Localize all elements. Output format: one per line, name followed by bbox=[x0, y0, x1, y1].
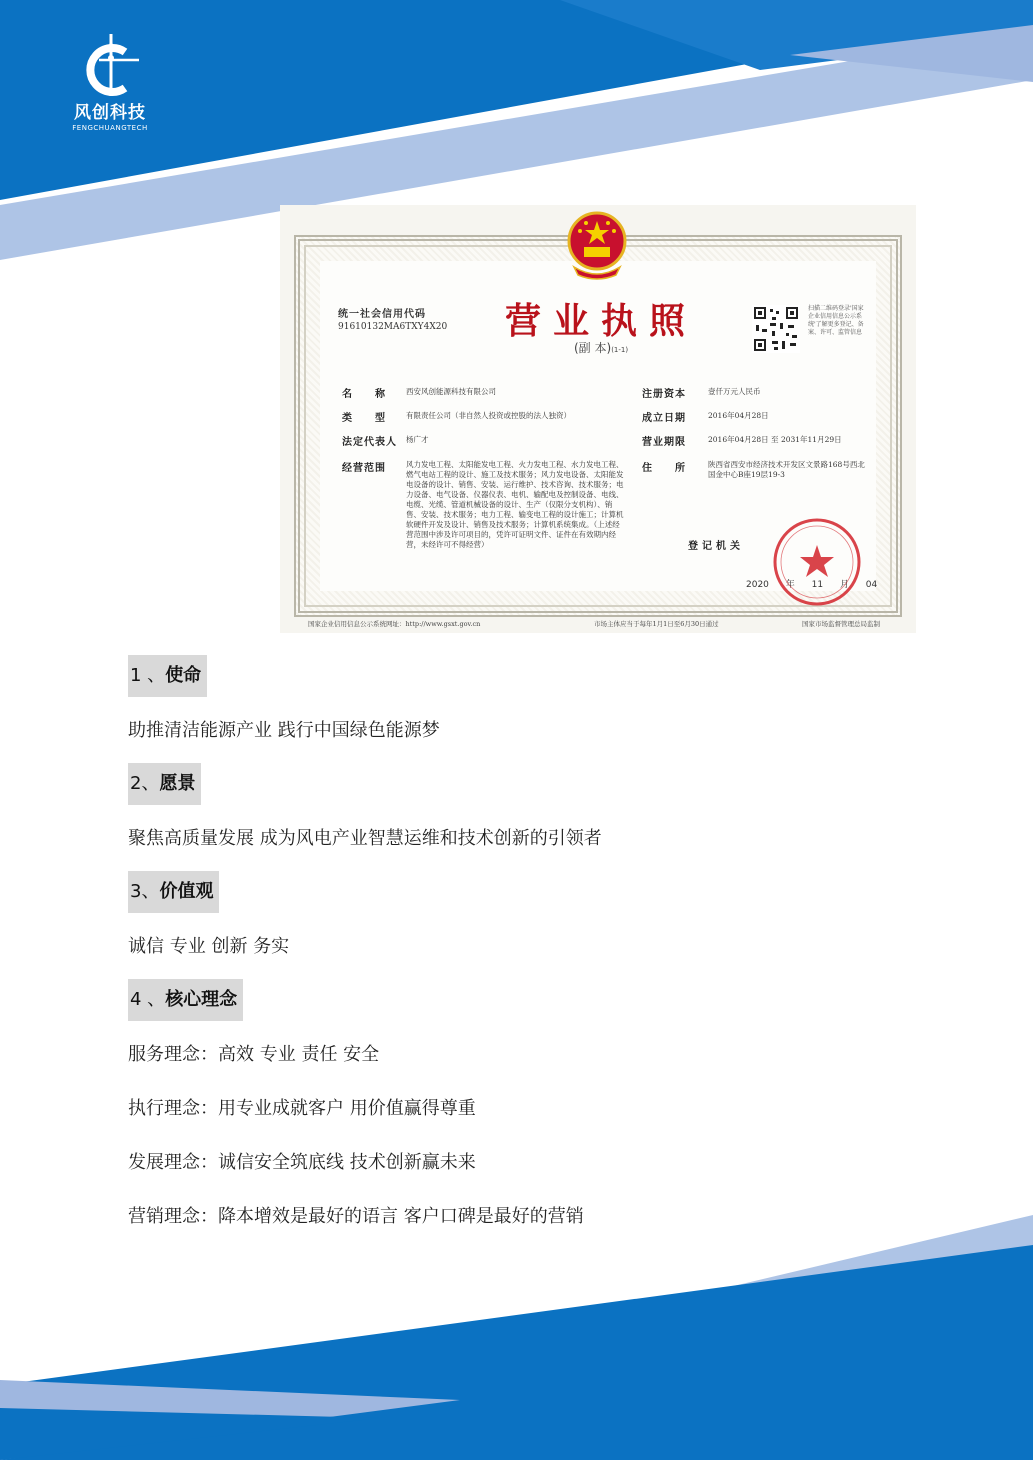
logo-name-cn: 风创科技 bbox=[74, 103, 146, 123]
philosophy-service: 服务理念：高效 专业 责任 安全 bbox=[128, 1044, 380, 1065]
license-copy-label: (副 本)(1-1) bbox=[574, 341, 629, 355]
registration-date: 2020 年 11 月 04 bbox=[746, 580, 878, 590]
field-name-value: 西安风创能源科技有限公司 bbox=[406, 387, 496, 396]
philosophy-marketing: 营销理念：降本增效是最好的语言 客户口碑是最好的营销 bbox=[128, 1206, 584, 1227]
philosophy-execution: 执行理念：用专业成就客户 用价值赢得尊重 bbox=[128, 1098, 476, 1119]
vision-text: 聚焦高质量发展 成为风电产业智慧运维和技术创新的引领者 bbox=[128, 828, 602, 849]
business-license-image bbox=[280, 205, 916, 633]
license-footer-left: 国家企业信用信息公示系统网址：http://www.gsxt.gov.cn bbox=[308, 620, 481, 628]
field-term-label: 营业期限 bbox=[642, 437, 686, 448]
field-established-value: 2016年04月28日 bbox=[708, 411, 769, 420]
registration-authority: 登记机关 bbox=[688, 541, 744, 552]
mission-text: 助推清洁能源产业 践行中国绿色能源梦 bbox=[128, 720, 440, 741]
logo-mark-icon bbox=[75, 30, 145, 100]
field-type-label: 类 型 bbox=[342, 413, 386, 424]
philosophy-development: 发展理念：诚信安全筑底线 技术创新赢未来 bbox=[128, 1152, 476, 1173]
field-address-label: 住 所 bbox=[642, 463, 686, 474]
license-footer-mid: 市场主体应当于每年1月1日至6月30日通过 bbox=[594, 620, 719, 628]
credit-code-label: 统一社会信用代码 bbox=[338, 309, 426, 320]
field-capital-label: 注册资本 bbox=[642, 389, 686, 400]
official-seal-icon bbox=[770, 515, 864, 609]
section-heading-vision: 2、愿景 bbox=[128, 763, 201, 805]
field-legal-rep-label: 法定代表人 bbox=[342, 437, 397, 448]
field-established-label: 成立日期 bbox=[642, 413, 686, 424]
field-scope-label: 经营范围 bbox=[342, 463, 386, 474]
field-term-value: 2016年04月28日 至 2031年11月29日 bbox=[708, 435, 842, 444]
logo-name-en: FENGCHUANGTECH bbox=[72, 124, 148, 132]
qr-note: 扫描二维码登录'国家企业信用信息公示系统'了解更多登记、备案、许可、监管信息 bbox=[808, 305, 864, 336]
section-heading-core-philosophy: 4 、核心理念 bbox=[128, 979, 243, 1021]
field-address-value: 陕西省西安市经济技术开发区文景路168号西北国金中心B座19层19-3 bbox=[708, 460, 865, 479]
field-name-label: 名 称 bbox=[342, 389, 386, 400]
field-type-value: 有限责任公司（非自然人投资或控股的法人独资） bbox=[406, 411, 571, 420]
section-heading-values: 3、价值观 bbox=[128, 871, 219, 913]
company-logo bbox=[60, 30, 160, 132]
field-scope-value: 风力发电工程、太阳能发电工程、火力发电工程、水力发电工程、燃气电站工程的设计、施工及技术服务；风力发电设备、太阳能发电设备的设计、销售、安装、运行维护、技术咨询、技术服务；电力设备、电气设备、仪器仪表、电机、输配电及控制设备、电线、电缆、光缆、管道机械设备的设计、生产（仅限分支机构）、销售、安装、技术服务；电力工程、输变电工程的设计施工；计算机软硬件开发及设计、销售及技术服务；计算机系统集成。（上述经营范围中涉及许可项目的，凭许可证明文件、证件在有效期内经营，未经许可不得经营） bbox=[406, 460, 624, 549]
values-text: 诚信 专业 创新 务实 bbox=[128, 936, 290, 957]
license-footer-right: 国家市场监督管理总局监制 bbox=[802, 620, 880, 628]
field-capital-value: 壹仟万元人民币 bbox=[708, 387, 761, 396]
qr-code-icon bbox=[752, 305, 800, 353]
national-emblem-icon bbox=[564, 209, 630, 281]
field-legal-rep-value: 杨广才 bbox=[406, 435, 429, 444]
license-title: 营业执照 bbox=[505, 300, 698, 342]
credit-code: 91610132MA6TXY4X20 bbox=[338, 322, 448, 332]
section-heading-mission: 1 、使命 bbox=[128, 655, 207, 697]
